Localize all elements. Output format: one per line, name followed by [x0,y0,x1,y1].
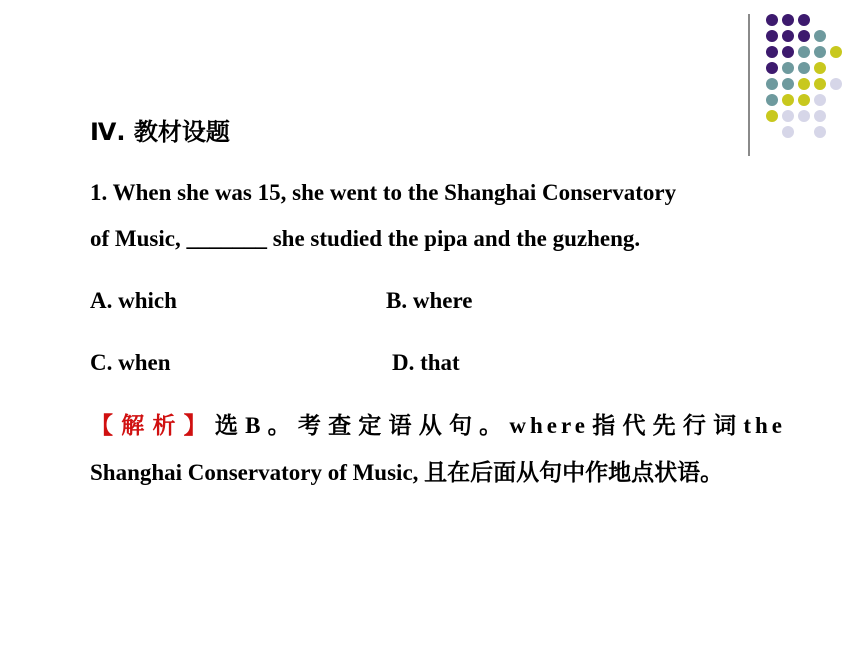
decorative-dot [814,62,826,74]
option-d: D. that [392,350,460,375]
decorative-dot [798,94,810,106]
decorative-dot [814,30,826,42]
decorative-dot [782,110,794,122]
analysis-paragraph [90,402,786,496]
options-row-2 [90,340,786,386]
decorative-dot [814,94,826,106]
decorative-dot [782,14,794,26]
question-stem-line-1: 1. When she was 15, she went to the Shanghai Conservatory [90,180,677,205]
decorative-dot [766,110,778,122]
decorative-dot [766,62,778,74]
decorative-dot [782,62,794,74]
decorative-dot [782,30,794,42]
decorative-dot [798,30,810,42]
analysis-text-part-2: Shanghai Conservatory of Music, 且在后面从句中作地点状语。 [90,460,724,485]
decorative-dot [782,46,794,58]
decorative-dot [798,110,810,122]
option-b: B. where [386,288,473,313]
decorative-dot [782,94,794,106]
decorative-dot [798,62,810,74]
analysis-tag: 【解析】 [90,413,215,438]
question-block [90,170,786,496]
decorative-dot [798,78,810,90]
decorative-dot-grid [760,12,850,142]
decorative-divider-line [748,14,750,156]
option-a: A. which [90,288,177,313]
decorative-dot [814,46,826,58]
analysis-text-part-1: 选B。考查定语从句。where指代先行词the [214,413,786,438]
decorative-dot [814,78,826,90]
question-stem-line-2: of Music, _______ she studied the pipa and the guzheng. [90,226,641,251]
decorative-dot [782,78,794,90]
decorative-dot [782,126,794,138]
decorative-dot [830,78,842,90]
section-title: Ⅳ. 教材设题 [90,118,230,146]
decorative-dot [814,126,826,138]
decorative-dot [766,94,778,106]
decorative-dot [814,110,826,122]
decorative-dot [766,14,778,26]
decorative-dot [766,30,778,42]
decorative-dot [766,46,778,58]
decorative-dot [766,78,778,90]
option-c: C. when [90,350,171,375]
decorative-dot [798,14,810,26]
options-row-1 [90,278,786,324]
decorative-dot [798,46,810,58]
decorative-dot [830,46,842,58]
